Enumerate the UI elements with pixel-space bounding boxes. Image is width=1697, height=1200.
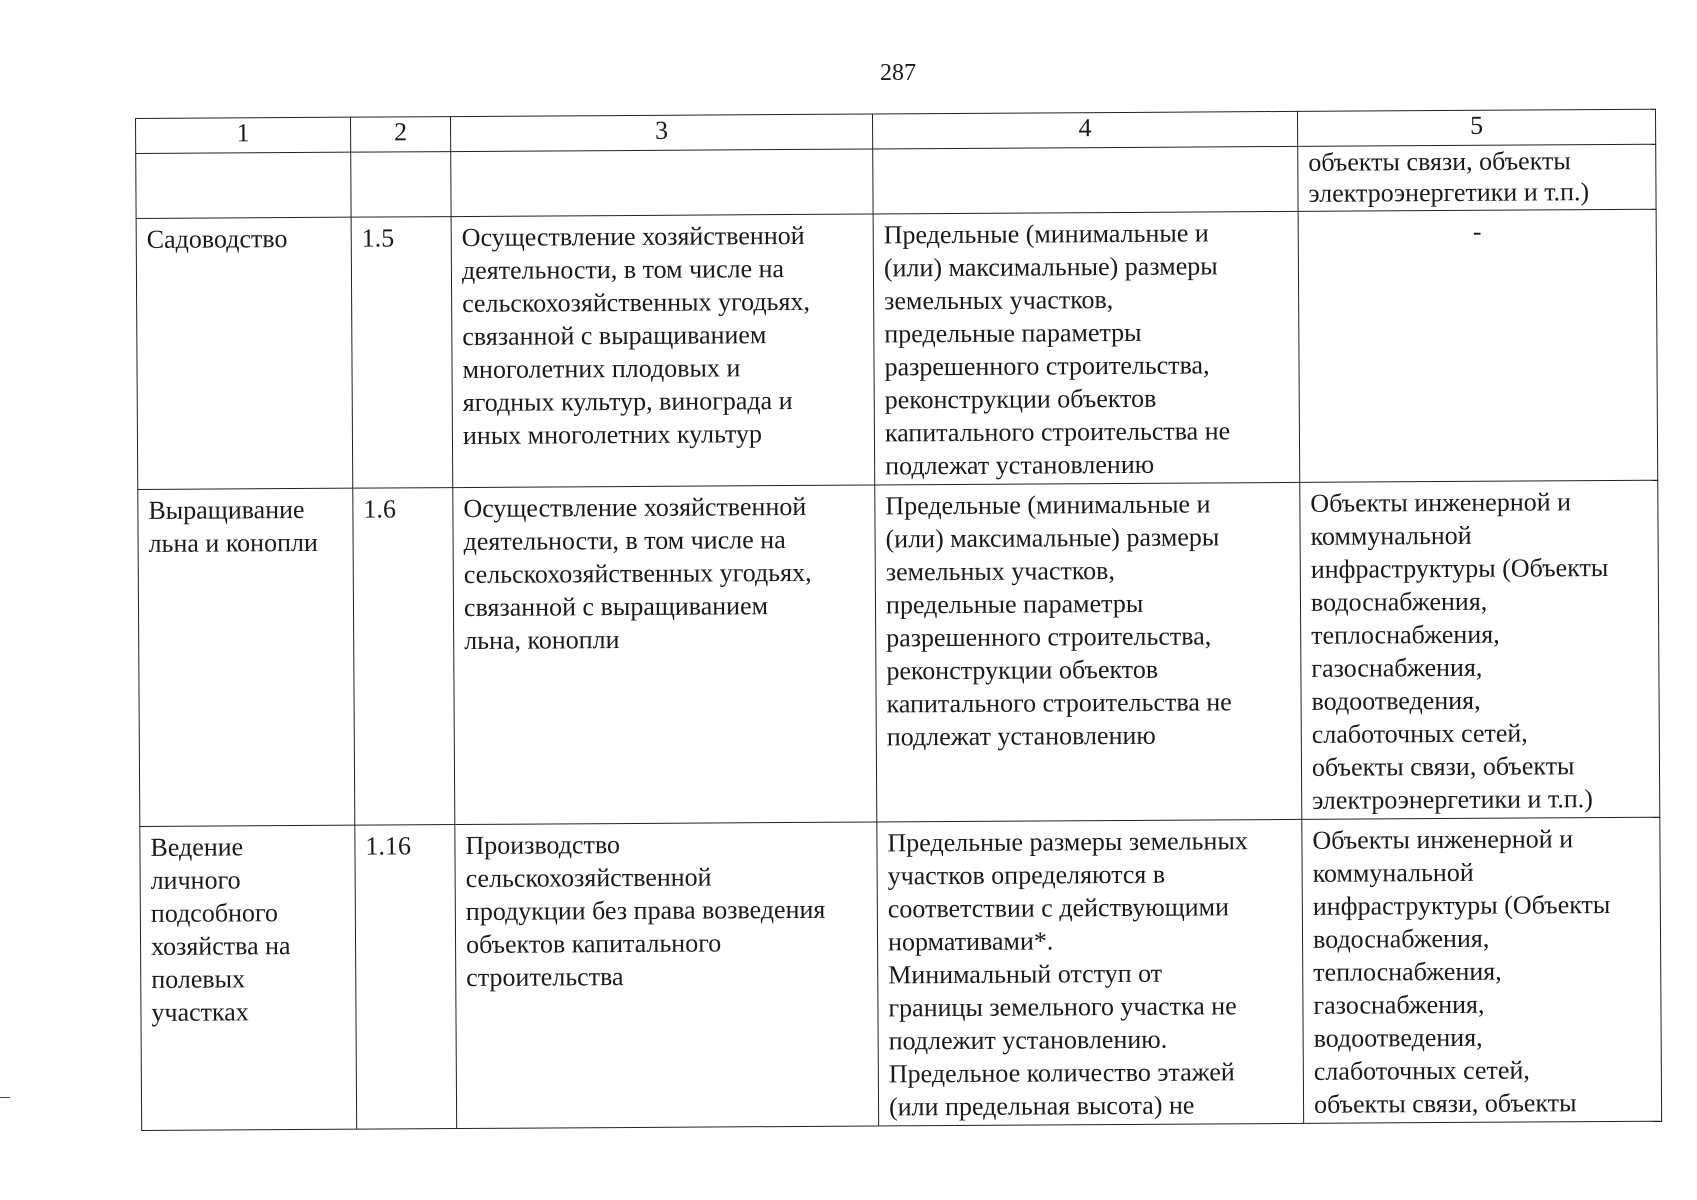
- cell-name: Выращивание льна и конопли: [138, 488, 355, 826]
- cell-name: [136, 152, 351, 218]
- cell-name: Садоводство: [136, 217, 353, 489]
- column-header-2: 2: [350, 117, 450, 153]
- cell-parameters: [873, 146, 1298, 214]
- cell-description: Осуществление хозяйственной деятельности, в том числе на сельскохозяйственных угодьях, связанной с выращиванием льна, конопли: [453, 485, 877, 825]
- cell-objects: -: [1298, 209, 1658, 482]
- table-row-continuation: [136, 144, 1656, 218]
- table-row: [136, 209, 1658, 489]
- cell-name: Ведение личного подсобного хозяйства на полевых участках: [140, 825, 357, 1130]
- cell-code: [351, 152, 451, 218]
- column-header-3: 3: [450, 114, 872, 152]
- cell-objects: объекты связи, объекты электроэнергетики и т.п.): [1298, 144, 1656, 211]
- cell-code: 1.6: [353, 488, 455, 826]
- cell-parameters: Предельные (минимальные и (или) максимальные) размеры земельных участков, предельные параметры разрешенного строительства, реконструкции объектов капитального строительства не подлежат установлению: [875, 482, 1302, 822]
- table-row: [140, 817, 1662, 1130]
- column-header-1: 1: [136, 117, 351, 153]
- column-header-4: 4: [872, 111, 1297, 149]
- land-use-table: [135, 109, 1662, 1131]
- cell-description: Осуществление хозяйственной деятельности, в том числе на сельскохозяйственных угодьях, связанной с выращиванием многолетних плодовых и ягодных культур, винограда и иных многолетних культур: [451, 214, 875, 488]
- page-number: 287: [880, 60, 916, 86]
- column-header-5: 5: [1297, 109, 1655, 146]
- cell-code: 1.5: [351, 217, 453, 489]
- cell-code: 1.16: [355, 825, 457, 1130]
- cell-objects: Объекты инженерной и коммунальной инфраструктуры (Объекты водоснабжения, теплоснабжения, газоснабжения, водоотведения, слаботочных сетей, объекты связи, объекты: [1302, 817, 1662, 1123]
- cell-objects: Объекты инженерной и коммунальной инфраструктуры (Объекты водоснабжения, теплоснабжения, газоснабжения, водоотведения, слаботочных сетей, объекты связи, объекты электроэнергетики и т.п.): [1300, 480, 1660, 819]
- cell-description: [451, 149, 873, 217]
- cell-description: Производство сельскохозяйственной продукции без права возведения объектов капитального строительства: [455, 822, 879, 1129]
- table-row: [138, 480, 1660, 826]
- margin-mark: [0, 1097, 10, 1098]
- cell-parameters: Предельные (минимальные и (или) максимальные) размеры земельных участков, предельные параметры разрешенного строительства, реконструкции объектов капитального строительства не подлежат установлению: [873, 211, 1300, 485]
- cell-parameters: Предельные размеры земельных участков определяются в соответствии с действующими нормативами*. Минимальный отступ от границы земельного участка не подлежит установлению. Предельное количество этажей (или предельная высота) не: [877, 819, 1304, 1126]
